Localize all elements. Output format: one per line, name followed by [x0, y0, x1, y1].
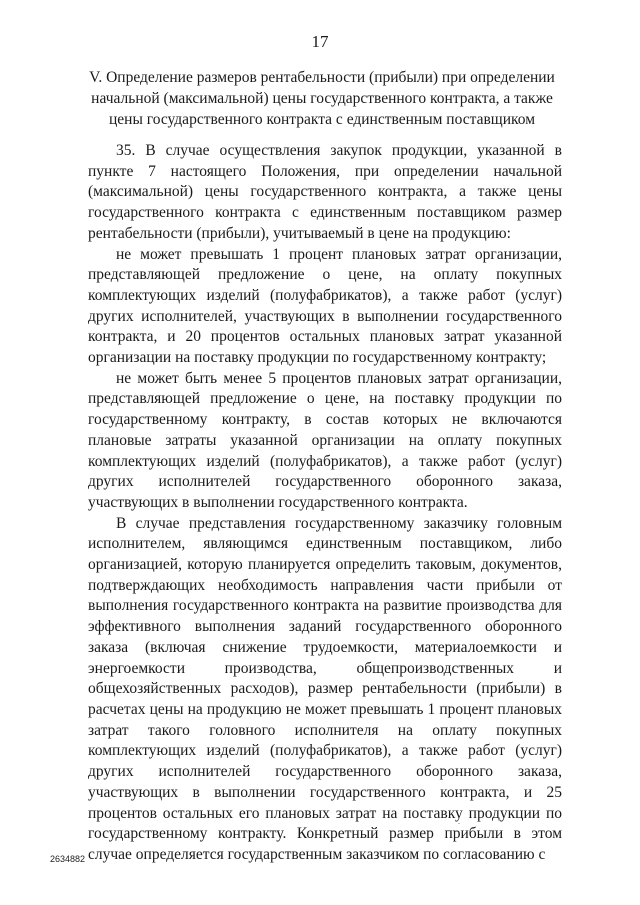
document-code: 2634882: [50, 854, 86, 864]
section-title: V. Определение размеров рентабельности (прибыли) при определении начальной (максимальной) цены государственного контракта, а также цены государственного контракта с единственным поставщиком: [89, 69, 555, 128]
page-number: 17: [311, 32, 329, 51]
scan-speck: [458, 823, 460, 824]
paragraph-limit-1-percent: не может превышать 1 процент плановых затрат организации, представляющей предложение о цене, на оплату покупных комплектующих изделий (полуфабрикатов), а также работ (услуг) других исполнителей, участвующих в выполнении государственного контракта, и 20 процентов остальных плановых затрат указанной организации на поставку продукции по государственному контракту;: [88, 245, 562, 367]
paragraph-head-executor: В случае представления государственному заказчику головным исполнителем, являющимся единственным поставщиком, либо организацией, которую планируется определить таковым, документов, подтверждающих необходимость направления части прибыли от выполнения государственного контракта на развитие производства для эффективного выполнения заданий государственного оборонного заказа (включая снижение трудоемкости, материалоемкости и энергоемкости производства, общепроизводственных и общехозяйственных расходов), размер рентабельности (прибыли) в расчетах цены на продукцию не может превышать 1 процент плановых затрат такого головного исполнителя на оплату покупных комплектующих изделий (полуфабрикатов), а также работ (услуг) других исполнителей государственного оборонного заказа, участвующих в выполнении государственного контракта, и 25 процентов остальных его плановых затрат на поставку продукции по государственному контракту. Конкретный размер прибыли в этом случае определяется государственным заказчиком по согласованию с: [88, 514, 562, 863]
paragraph-35: 35. В случае осуществления закупок продукции, указанной в пункте 7 настоящего Положения, при определении начальной (максимальной) цены государственного контракта, а также цены государственного контракта с единственным поставщиком размер рентабельности (прибыли), учитываемый в цене на продукцию:: [88, 142, 562, 242]
paragraph-min-5-percent: не может быть менее 5 процентов плановых затрат организации, представляющей предложение о цене, на поставку продукции по государственному контракту, в состав которых не включаются плановые затраты указанной организации на оплату покупных комплектующих изделий (полуфабрикатов), а также работ (услуг) других исполнителей государственного оборонного заказа, участвующих в выполнении государственного контракта.: [88, 369, 562, 511]
body-text: [88, 141, 562, 866]
